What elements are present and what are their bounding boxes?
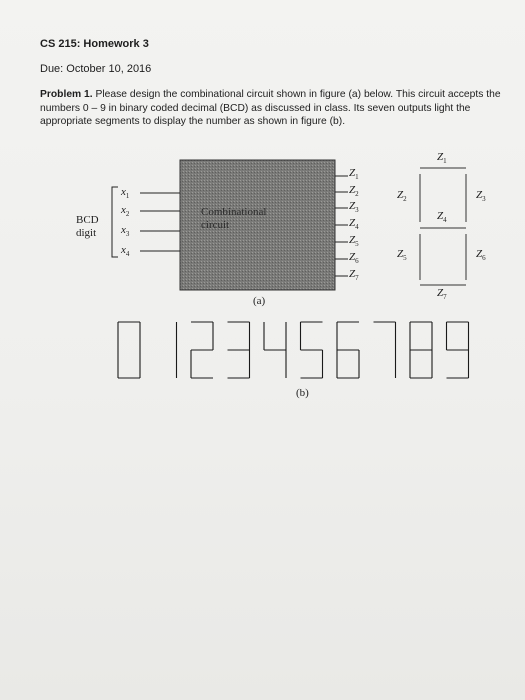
output-lines: [335, 176, 348, 276]
digit-5: [301, 322, 323, 378]
problem-text: Please design the combinational circuit shown in figure (a) below. This circuit accepts the numbers 0 – 9 in binary coded decimal (BCD) as discussed in class. Its seven outputs light the appropriate segments to display the number as shown in figure (b).: [40, 89, 501, 128]
input-label-x4-base: x: [121, 244, 126, 256]
due-date: Due: October 10, 2016: [40, 63, 152, 75]
output-label-z7: [349, 268, 359, 282]
block-label-line2: circuit: [201, 219, 230, 231]
input-label-x1-sub: 1: [125, 192, 130, 201]
segment-label-z5-base: Z: [397, 248, 404, 260]
segment-label-z4-base: Z: [437, 210, 444, 222]
output-label-z2-sub: 2: [355, 190, 359, 199]
output-label-z6-sub: 6: [355, 257, 359, 266]
output-label-z3: [349, 200, 359, 214]
segment-label-z5: [397, 248, 407, 262]
segment-label-z6-base: Z: [476, 248, 483, 260]
output-label-z5: [349, 234, 359, 248]
output-label-z6-base: Z: [349, 251, 356, 263]
digit-7: [374, 322, 396, 378]
output-label-z5-sub: 5: [355, 240, 359, 249]
input-label-x3: [121, 224, 129, 238]
segment-label-z3-base: Z: [476, 189, 483, 201]
digit-0: [118, 322, 140, 378]
input-label-x2-sub: 2: [125, 210, 130, 219]
output-label-z4-base: Z: [349, 217, 356, 229]
seven-segment-diagram: [420, 168, 466, 285]
bcd-bracket: [112, 187, 118, 257]
digit-3: [228, 322, 250, 378]
output-label-z2-base: Z: [349, 184, 356, 196]
problem-label: Problem 1.: [40, 89, 93, 100]
digit-4: [264, 322, 286, 378]
output-label-z1-base: Z: [349, 167, 356, 179]
output-label-z6: [349, 251, 359, 265]
output-label-z7-base: Z: [349, 268, 356, 280]
output-label-z7-sub: 7: [355, 274, 359, 283]
segment-label-z7: [437, 287, 447, 301]
output-label-z5-base: Z: [349, 234, 356, 246]
output-label-z1: [349, 167, 359, 181]
input-label-x2-base: x: [121, 204, 126, 216]
input-lines: [140, 193, 180, 251]
segment-label-z3: [476, 189, 486, 203]
input-label-x1-base: x: [121, 186, 126, 198]
input-label-x3-sub: 3: [125, 230, 130, 239]
output-label-z2: [349, 184, 359, 198]
segment-label-z2-sub: 2: [403, 195, 407, 204]
segment-label-z1-base: Z: [437, 151, 444, 163]
block-label-line1: Combinational: [201, 206, 267, 218]
segment-label-z7-sub: 7: [443, 293, 447, 302]
digit-label: digit: [76, 227, 97, 239]
output-label-z1-sub: 1: [355, 173, 359, 182]
figure-a-caption: (a): [253, 295, 266, 307]
input-label-x1: [121, 186, 129, 200]
output-label-z3-base: Z: [349, 200, 356, 212]
segment-label-z6: [476, 248, 486, 262]
segment-label-z3-sub: 3: [482, 195, 486, 204]
output-label-z4: [349, 217, 359, 231]
segment-label-z4-sub: 4: [443, 216, 447, 225]
bcd-label: BCD: [76, 214, 99, 226]
segment-label-z6-sub: 6: [482, 254, 486, 263]
input-label-x4-sub: 4: [125, 250, 130, 259]
segment-label-z1-sub: 1: [443, 157, 447, 166]
digit-8: [410, 322, 432, 378]
digit-6: [337, 322, 359, 378]
page-title: CS 215: Homework 3: [40, 38, 149, 50]
segment-label-z1: [437, 151, 447, 165]
output-label-z3-sub: 3: [355, 206, 359, 215]
digit-2: [191, 322, 213, 378]
digit-9: [447, 322, 469, 378]
segment-label-z4: [437, 210, 447, 224]
input-label-x4: [121, 244, 129, 258]
figure-b-caption: (b): [296, 387, 309, 399]
segment-label-z5-sub: 5: [403, 254, 407, 263]
segment-label-z2-base: Z: [397, 189, 404, 201]
output-label-z4-sub: 4: [355, 223, 359, 232]
digit-row: [118, 322, 469, 378]
segment-label-z2: [397, 189, 407, 203]
segment-label-z7-base: Z: [437, 287, 444, 299]
input-label-x2: [121, 204, 129, 218]
input-label-x3-base: x: [121, 224, 126, 236]
